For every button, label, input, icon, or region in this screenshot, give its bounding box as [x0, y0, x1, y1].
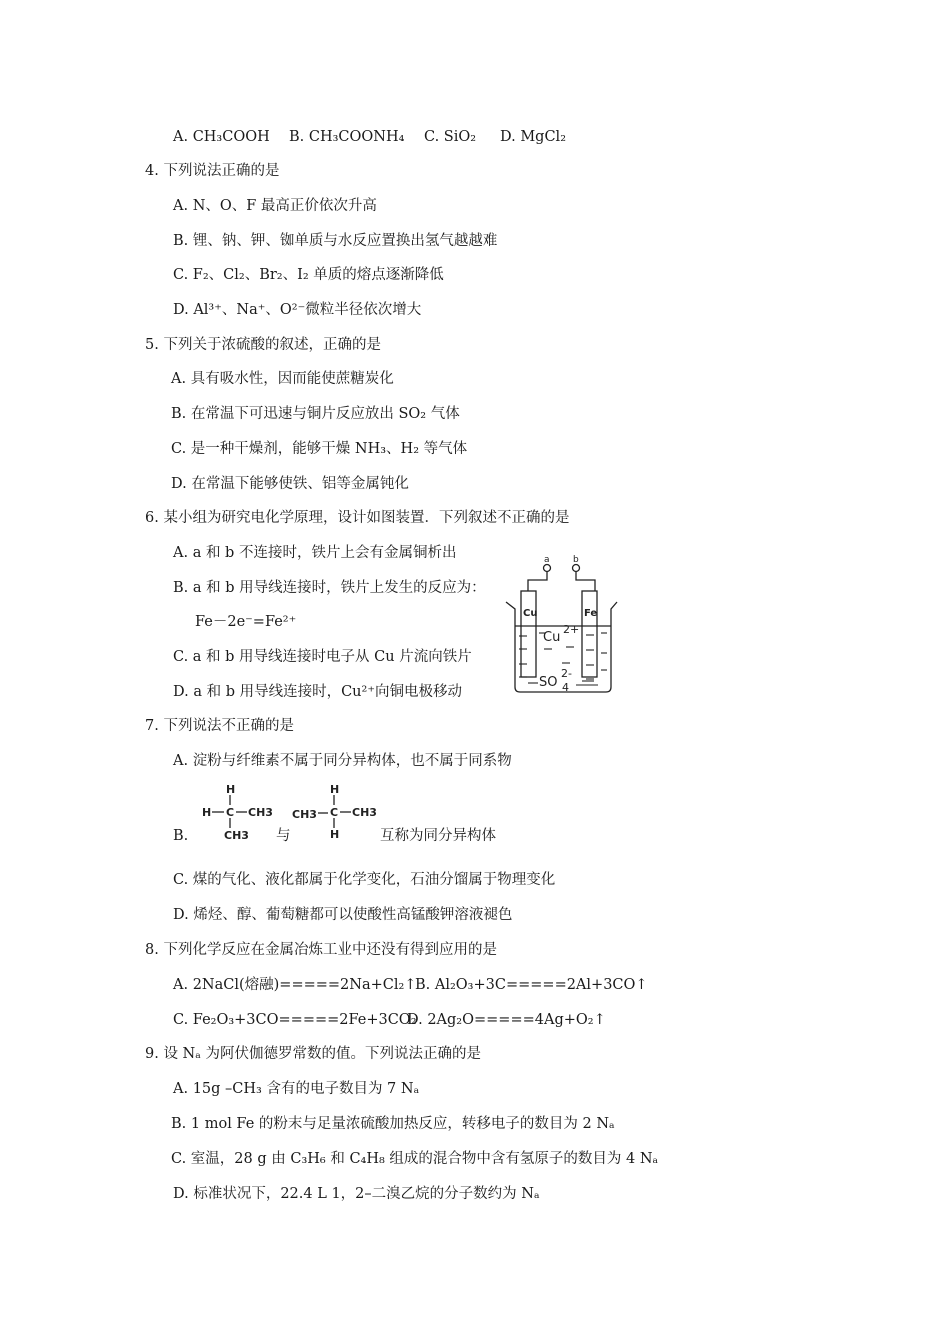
q7-option-b-connector: 与	[276, 828, 291, 844]
q8-stem: 8. 下列化学反应在金属冶炼工业中还没有得到应用的是	[145, 942, 497, 958]
terminal-a-label: a	[544, 555, 550, 565]
q3-option-c: C. SiO₂	[424, 129, 477, 145]
struct1-center-c: C	[226, 806, 235, 819]
q3-option-d: D. MgCl₂	[500, 129, 567, 145]
isobutane-structure-1	[198, 780, 278, 842]
sulfate-ion-label: SO	[539, 675, 558, 690]
sulfate-ion-subscript: 4	[562, 681, 569, 694]
terminal-a-circle	[544, 565, 551, 572]
cu-ion-label: Cu	[543, 630, 561, 645]
q4-option-c: C. F₂、Cl₂、Br₂、I₂ 单质的熔点逐渐降低	[173, 267, 444, 283]
terminal-b-label: b	[573, 555, 579, 565]
q9-option-d: D. 标准状况下，22.4 L 1，2–二溴乙烷的分子数约为 Nₐ	[173, 1186, 540, 1202]
cu-ion-charge: 2+	[563, 623, 580, 636]
struct1-bottom-ch3: CH3	[224, 829, 249, 842]
q8-option-a: A. 2NaCl(熔融)=====2Na+Cl₂↑	[173, 977, 417, 993]
sulfate-ion-charge: 2-	[561, 667, 572, 680]
q6-option-b-equation: Fe－2e⁻=Fe²⁺	[195, 614, 297, 630]
q5-option-c: C. 是一种干燥剂，能够干燥 NH₃、H₂ 等气体	[171, 441, 468, 457]
q7-option-b-label: B.	[173, 828, 189, 844]
q7-option-a: A. 淀粉与纤维素不属于同分异构体，也不属于同系物	[173, 753, 512, 769]
q5-option-a: A. 具有吸水性，因而能使蔗糖炭化	[171, 371, 394, 387]
q4-option-b: B. 锂、钠、钾、铷单质与水反应置换出氢气越越难	[173, 233, 498, 249]
q7-option-b-tail: 互称为同分异构体	[380, 828, 496, 844]
q6-option-b: B. a 和 b 用导线连接时，铁片上发生的反应为：	[173, 580, 486, 596]
q9-option-c: C. 室温，28 g 由 C₃H₆ 和 C₄H₈ 组成的混合物中含有氢原子的数目为 4 Nₐ	[171, 1151, 659, 1167]
q6-stem: 6. 某小组为研究电化学原理，设计如图装置．下列叙述不正确的是	[145, 510, 570, 526]
q9-option-a: A. 15g –CH₃ 含有的电子数目为 7 Nₐ	[173, 1081, 420, 1097]
q3-option-b: B. CH₃COONH₄	[289, 129, 405, 145]
struct1-top-h: H	[226, 783, 236, 796]
q5-option-d: D. 在常温下能够使铁、铝等金属钝化	[171, 476, 409, 492]
q5-stem: 5. 下列关于浓硫酸的叙述，正确的是	[145, 337, 381, 353]
struct2-center-c: C	[330, 806, 339, 819]
q7-option-c: C. 煤的气化、液化都属于化学变化，石油分馏属于物理变化	[173, 872, 556, 888]
q8-option-b: B. Al₂O₃+3C=====2Al+3CO↑	[415, 977, 648, 993]
q9-stem: 9. 设 Nₐ 为阿伏伽德罗常数的值。下列说法正确的是	[145, 1046, 481, 1062]
fe-electrode	[582, 591, 597, 677]
struct2-bottom-h: H	[330, 828, 340, 841]
q6-option-d: D. a 和 b 用导线连接时，Cu²⁺向铜电极移动	[173, 684, 462, 700]
struct1-left-h: H	[202, 806, 212, 819]
q3-option-a: A. CH₃COOH	[173, 129, 270, 145]
fe-electrode-label: Fe	[584, 608, 598, 619]
struct1-right-ch3: CH3	[248, 806, 273, 819]
q8-option-d: D. 2Ag₂O=====4Ag+O₂↑	[407, 1012, 606, 1028]
q7-option-d: D. 烯烃、醇、葡萄糖都可以使酸性高锰酸钾溶液褪色	[173, 907, 513, 923]
q6-option-a: A. a 和 b 不连接时，铁片上会有金属铜析出	[173, 545, 457, 561]
q8-option-c: C. Fe₂O₃+3CO=====2Fe+3CO₂	[173, 1012, 417, 1028]
struct2-right-ch3: CH3	[352, 806, 377, 819]
electrochemical-cell-diagram	[502, 553, 620, 695]
q4-option-d: D. Al³⁺、Na⁺、O²⁻微粒半径依次增大	[173, 302, 422, 318]
q4-stem: 4. 下列说法正确的是	[145, 163, 280, 179]
q4-option-a: A. N、O、F 最高正价依次升高	[173, 198, 377, 214]
q6-option-c: C. a 和 b 用导线连接时电子从 Cu 片流向铁片	[173, 649, 472, 665]
cu-electrode-label: Cu	[523, 608, 538, 619]
isobutane-structure-2	[290, 780, 382, 842]
q7-stem: 7. 下列说法不正确的是	[145, 718, 294, 734]
q5-option-b: B. 在常温下可迅速与铜片反应放出 SO₂ 气体	[171, 406, 460, 422]
q9-option-b: B. 1 mol Fe 的粉末与足量浓硫酸加热反应，转移电子的数目为 2 Nₐ	[171, 1116, 615, 1132]
terminal-b-circle	[573, 565, 580, 572]
struct2-top-h: H	[330, 783, 340, 796]
struct2-left-ch3: CH3	[292, 808, 317, 821]
